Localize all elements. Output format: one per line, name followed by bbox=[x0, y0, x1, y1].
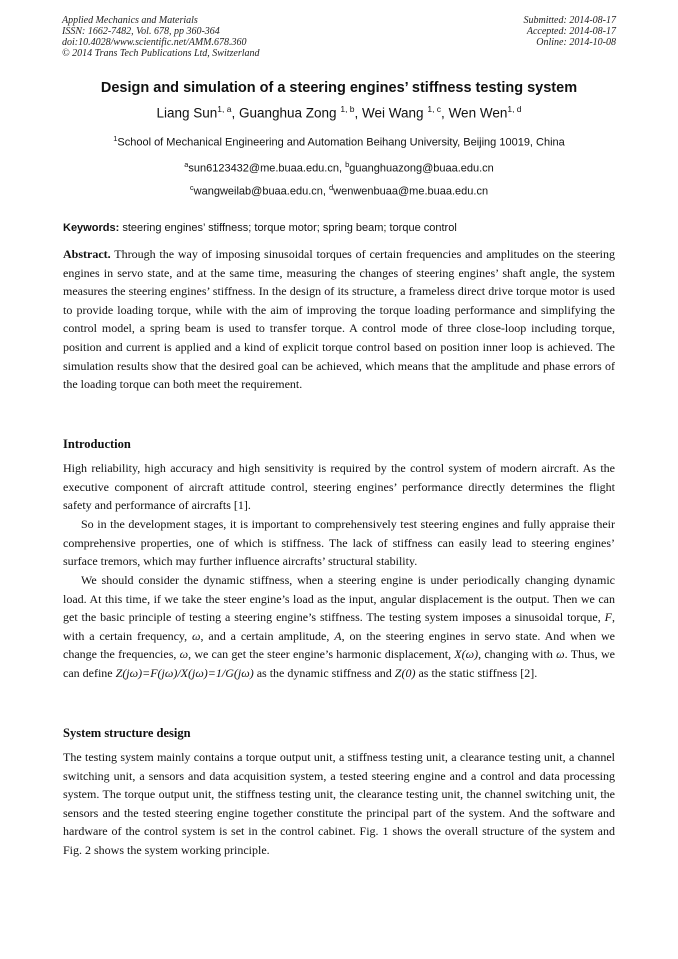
text-run: . Thus, we can define bbox=[63, 647, 615, 680]
author-name: Guanghua Zong bbox=[238, 105, 337, 121]
date-online: Online: 2014-10-08 bbox=[536, 37, 616, 48]
text-run: , we can get the steer engine’s harmonic displacement, bbox=[188, 647, 455, 662]
paper-title: Design and simulation of a steering engines’ stiffness testing system bbox=[100, 80, 578, 96]
journal-copyright: © 2014 Trans Tech Publications Ltd, Switzerland bbox=[62, 48, 260, 59]
system-paragraph-1: The testing system mainly contains a torque output unit, a stiffness testing unit, a clearance testing unit, a channel switching unit, a sensors and data acquisition system, a tested steering engine and a control and data processing system. The torque output unit, the stiffness testing unit, the clearance testing unit, the channel switching unit, the sensors and the tested steering engine together constitute the principal part of the system. And the software and hardware of the control system is set in the control cabinet. Fig. 1 shows the overall structure of the system and Fig. 2 shows the system working principle. bbox=[63, 750, 615, 857]
math-symbol: ω bbox=[179, 647, 189, 662]
journal-issn: ISSN: 1662-7482, Vol. 678, pp 360-364 bbox=[62, 26, 220, 37]
keywords-label: Keywords: bbox=[63, 222, 120, 234]
text-run: , on the steering engines in servo state. And when we change the frequencies, bbox=[63, 628, 615, 662]
text-run: , and a certain amplitude, bbox=[200, 628, 335, 643]
email-mark: a bbox=[184, 160, 189, 169]
abstract-text: Through the way of imposing sinusoidal torques of certain frequencies and amplitudes on the steering engines in servo state, and at the same time, measuring the changes of steering engines’ shaft angle, the system measures the steering engines’ stiffness. In the design of its structure, a frameless direct drive torque motor is used to provide loading torque, while with the aim of improving the torque loading performance and simplifying the control model, a spring beam is used to transfer torque. A control mode of three close-loop including torque, position and current is applied and a kind of explicit torque control based on position inner loop is achieved. The simulation results show that the desired goal can be achieved, which means that the amplitude and phase errors of the loading torque can both meet the requirement. bbox=[63, 247, 615, 392]
email-address: wenwenbuaa@me.buaa.edu.cn bbox=[333, 185, 489, 198]
math-symbol: ω bbox=[556, 647, 565, 662]
journal-doi: doi:10.4028/www.scientific.net/AMM.678.360 bbox=[62, 37, 247, 48]
intro-paragraph-3 bbox=[63, 571, 615, 683]
keywords bbox=[63, 222, 457, 234]
text-run: , changing with bbox=[478, 647, 557, 662]
email-line-1: $^a$sun6123432@me.buaa.edu.cn, $^b$guanghuazong@buaa.edu.cn bbox=[184, 160, 494, 175]
abstract-label: Abstract. bbox=[63, 247, 111, 261]
math-symbol: ω bbox=[192, 628, 201, 643]
journal-info bbox=[62, 15, 260, 59]
author-affiliation-mark: 1, b bbox=[340, 104, 355, 114]
text-run: We should consider the dynamic stiffness, when a steering engine is under periodically changing dynamic load. At this time, if we take the steer engine’s load as the input, angular displacement is the output. Then we can get the basic principle of testing a steering engine’s stiffness. The testing system imposes a sinusoidal torque, bbox=[63, 573, 615, 625]
journal-name: Applied Mechanics and Materials bbox=[62, 15, 198, 26]
text-run: , with a certain frequency, bbox=[63, 610, 615, 643]
text-run: as the dynamic stiffness and bbox=[253, 665, 395, 680]
author-affiliation-mark: 1, c bbox=[427, 104, 442, 114]
author-list: Liang Sun$^{1, a}$, Guanghua Zong $^{1, b}$, Wei Wang $^{1, c}$, Wen Wen$^{1, d}$ bbox=[156, 104, 522, 121]
email-address: sun6123432@me.buaa.edu.cn bbox=[188, 162, 339, 175]
email-mark: b bbox=[345, 160, 350, 169]
author-affiliation-mark: 1, d bbox=[507, 104, 522, 114]
email-mark: c bbox=[189, 183, 194, 192]
section-heading-introduction: Introduction bbox=[63, 437, 131, 451]
math-symbol: X(ω) bbox=[454, 647, 479, 662]
affiliation-text: School of Mechanical Engineering and Automation Beihang University, Beijing 10019, China bbox=[117, 136, 565, 149]
date-submitted: Submitted: 2014-08-17 bbox=[523, 15, 616, 26]
equation: Z(jω)=F(jω)/X(jω)=1/G(jω) bbox=[115, 665, 254, 680]
math-symbol: A bbox=[334, 628, 342, 643]
author-name: Liang Sun bbox=[156, 105, 218, 121]
author-name: Wei Wang bbox=[362, 105, 424, 121]
intro-paragraph-1: High reliability, high accuracy and high sensitivity is required by the control system of modern aircraft. As the executive component of aircraft attitude control, steering engines’ performance directly determines the flight safety and performance of aircrafts [1]. bbox=[63, 461, 615, 513]
date-accepted: Accepted: 2014-08-17 bbox=[526, 26, 616, 37]
keywords-text: steering engines’ stiffness; torque motor; spring beam; torque control bbox=[122, 222, 457, 234]
email-mark: d bbox=[329, 183, 334, 192]
affiliation bbox=[0, 134, 678, 149]
email-line-2: $^c$wangweilab@buaa.edu.cn, $^d$wenwenbuaa@me.buaa.edu.cn bbox=[189, 183, 489, 198]
author-name: Wen Wen bbox=[448, 105, 508, 121]
abstract bbox=[63, 245, 615, 394]
author-affiliation-mark: 1, a bbox=[217, 104, 232, 114]
email-address: wangweilab@buaa.edu.cn bbox=[193, 185, 323, 198]
math-symbol: Z(0) bbox=[394, 665, 416, 680]
email-address: guanghuazong@buaa.edu.cn bbox=[349, 162, 494, 175]
submission-dates bbox=[524, 15, 617, 48]
affiliation-mark: 1 bbox=[113, 134, 118, 143]
section-heading-system-structure: System structure design bbox=[63, 726, 191, 740]
math-symbol: F bbox=[604, 610, 612, 625]
intro-paragraph-2: So in the development stages, it is important to comprehensively test steering engines and fully appraise their comprehensive properties, one of which is stiffness. The lack of stiffness can easily lead to steering engines’ surface tremors, which may further influence aircrafts’ structural stability. bbox=[63, 517, 615, 569]
text-run: as the static stiffness [2]. bbox=[415, 665, 538, 680]
